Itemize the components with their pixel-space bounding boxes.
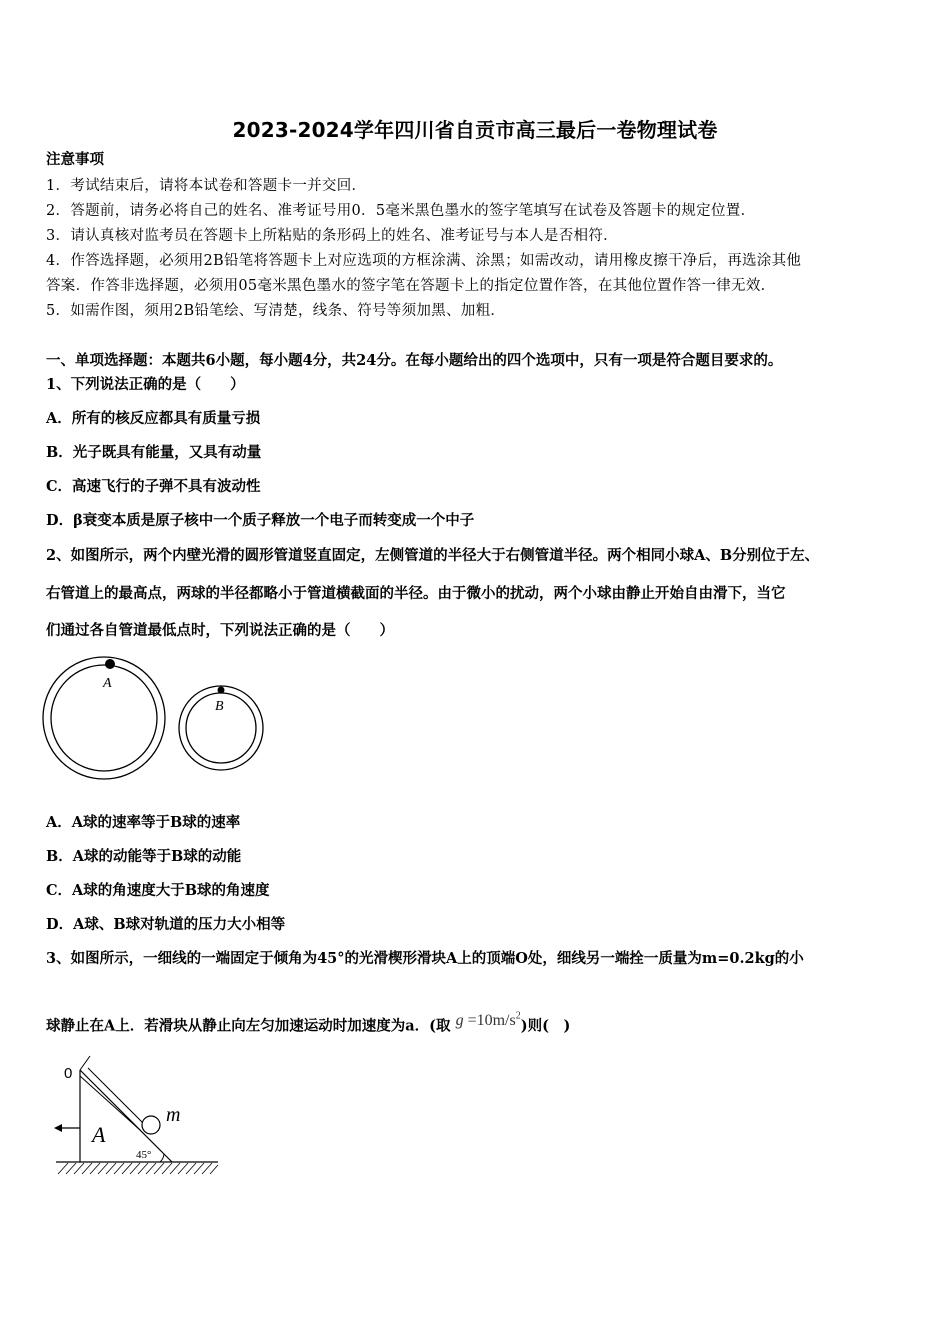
- notes-item: 5．如需作图，须用2B铅笔绘、写清楚，线条、符号等须加黑、加粗．: [46, 303, 506, 319]
- section-heading: 一、单项选择题：本题共6小题，每小题4分，共24分。在每小题给出的四个选项中，只有一项是符合题目要求的。: [46, 352, 783, 369]
- label-b: B: [215, 699, 224, 714]
- formula-exponent: 2: [515, 1011, 521, 1022]
- question-3-stem-line: 3、如图所示，一细线的一端固定于倾角为45°的光滑楔形滑块A上的顶端O处，细线另一端拴一质量为m=0.2kg的小: [46, 950, 804, 967]
- notes-item: 答案．作答非选择题，必须用05毫米黑色墨水的签字笔在答题卡上的指定位置作答，在其他位置作答一律无效．: [46, 278, 776, 294]
- arrow-icon: [54, 1124, 62, 1132]
- formula-value: =10m/s: [467, 1012, 516, 1030]
- label-angle: 45°: [136, 1149, 152, 1161]
- ball-m: [142, 1116, 160, 1134]
- question-1-stem: 1、下列说法正确的是（ ）: [46, 376, 245, 393]
- question-2-stem-line: 2、如图所示，两个内壁光滑的圆形管道竖直固定，左侧管道的半径大于右侧管道半径。两个相同小球A、B分别位于左、: [46, 547, 820, 564]
- formula-g: g: [455, 1012, 464, 1030]
- q1-option-b: B．光子既具有能量，又具有动量: [46, 444, 262, 461]
- notes-item: 1．考试结束后，请将本试卷和答题卡一并交回．: [46, 178, 367, 194]
- q2-tube-figure: [40, 654, 270, 784]
- notes-item: 2．答题前，请务必将自己的姓名、准考证号用0．5毫米黑色墨水的签字笔填写在试卷及答题卡的规定位置．: [46, 203, 756, 219]
- page-title: 2023-2024学年四川省自贡市高三最后一卷物理试卷: [232, 118, 718, 142]
- label-block-a: A: [92, 1122, 106, 1147]
- notes-item: 4．作答选择题，必须用2B铅笔将答题卡上对应选项的方框涂满、涂黑；如需改动，请用橡皮擦干净后，再选涂其他: [46, 253, 802, 269]
- q2-option-c: C．A球的角速度大于B球的角速度: [46, 882, 270, 899]
- q1-option-a: A．所有的核反应都具有质量亏损: [46, 410, 261, 427]
- q2-option-a: A．A球的速率等于B球的速率: [46, 814, 241, 831]
- gravity-formula: [456, 1012, 521, 1029]
- q3-text-after: )则( ): [520, 1017, 571, 1035]
- label-a: A: [103, 676, 112, 691]
- notes-item: 3．请认真核对监考员在答题卡上所粘贴的条形码上的姓名、准考证号与本人是否相符．: [46, 228, 618, 244]
- notes-heading: 注意事项: [46, 151, 104, 168]
- label-o: 0: [64, 1065, 73, 1082]
- question-2-stem-line: 右管道上的最高点，两球的半径都略小于管道横截面的半径。由于微小的扰动，两个小球由静止开始自由滑下，当它: [46, 585, 786, 602]
- q2-option-d: D．A球、B球对轨道的压力大小相等: [46, 916, 286, 933]
- q3-text-before: 球静止在A上．若滑块从静止向左匀加速运动时加速度为a．(取: [46, 1017, 451, 1035]
- q2-option-b: B．A球的动能等于B球的动能: [46, 848, 242, 865]
- ball-a: [105, 659, 115, 669]
- q1-option-c: C．高速飞行的子弹不具有波动性: [46, 478, 261, 495]
- question-3-stem-line-2: [46, 1012, 570, 1036]
- question-2-stem-line: 们通过各自管道最低点时，下列说法正确的是（ ）: [46, 622, 394, 639]
- ball-b: [218, 687, 225, 694]
- q1-option-d: D．β衰变本质是原子核中一个质子释放一个电子而转变成一个中子: [46, 512, 475, 529]
- ground-hatch: [58, 1163, 218, 1174]
- label-m: m: [166, 1104, 181, 1126]
- q3-wedge-figure: [50, 1050, 230, 1180]
